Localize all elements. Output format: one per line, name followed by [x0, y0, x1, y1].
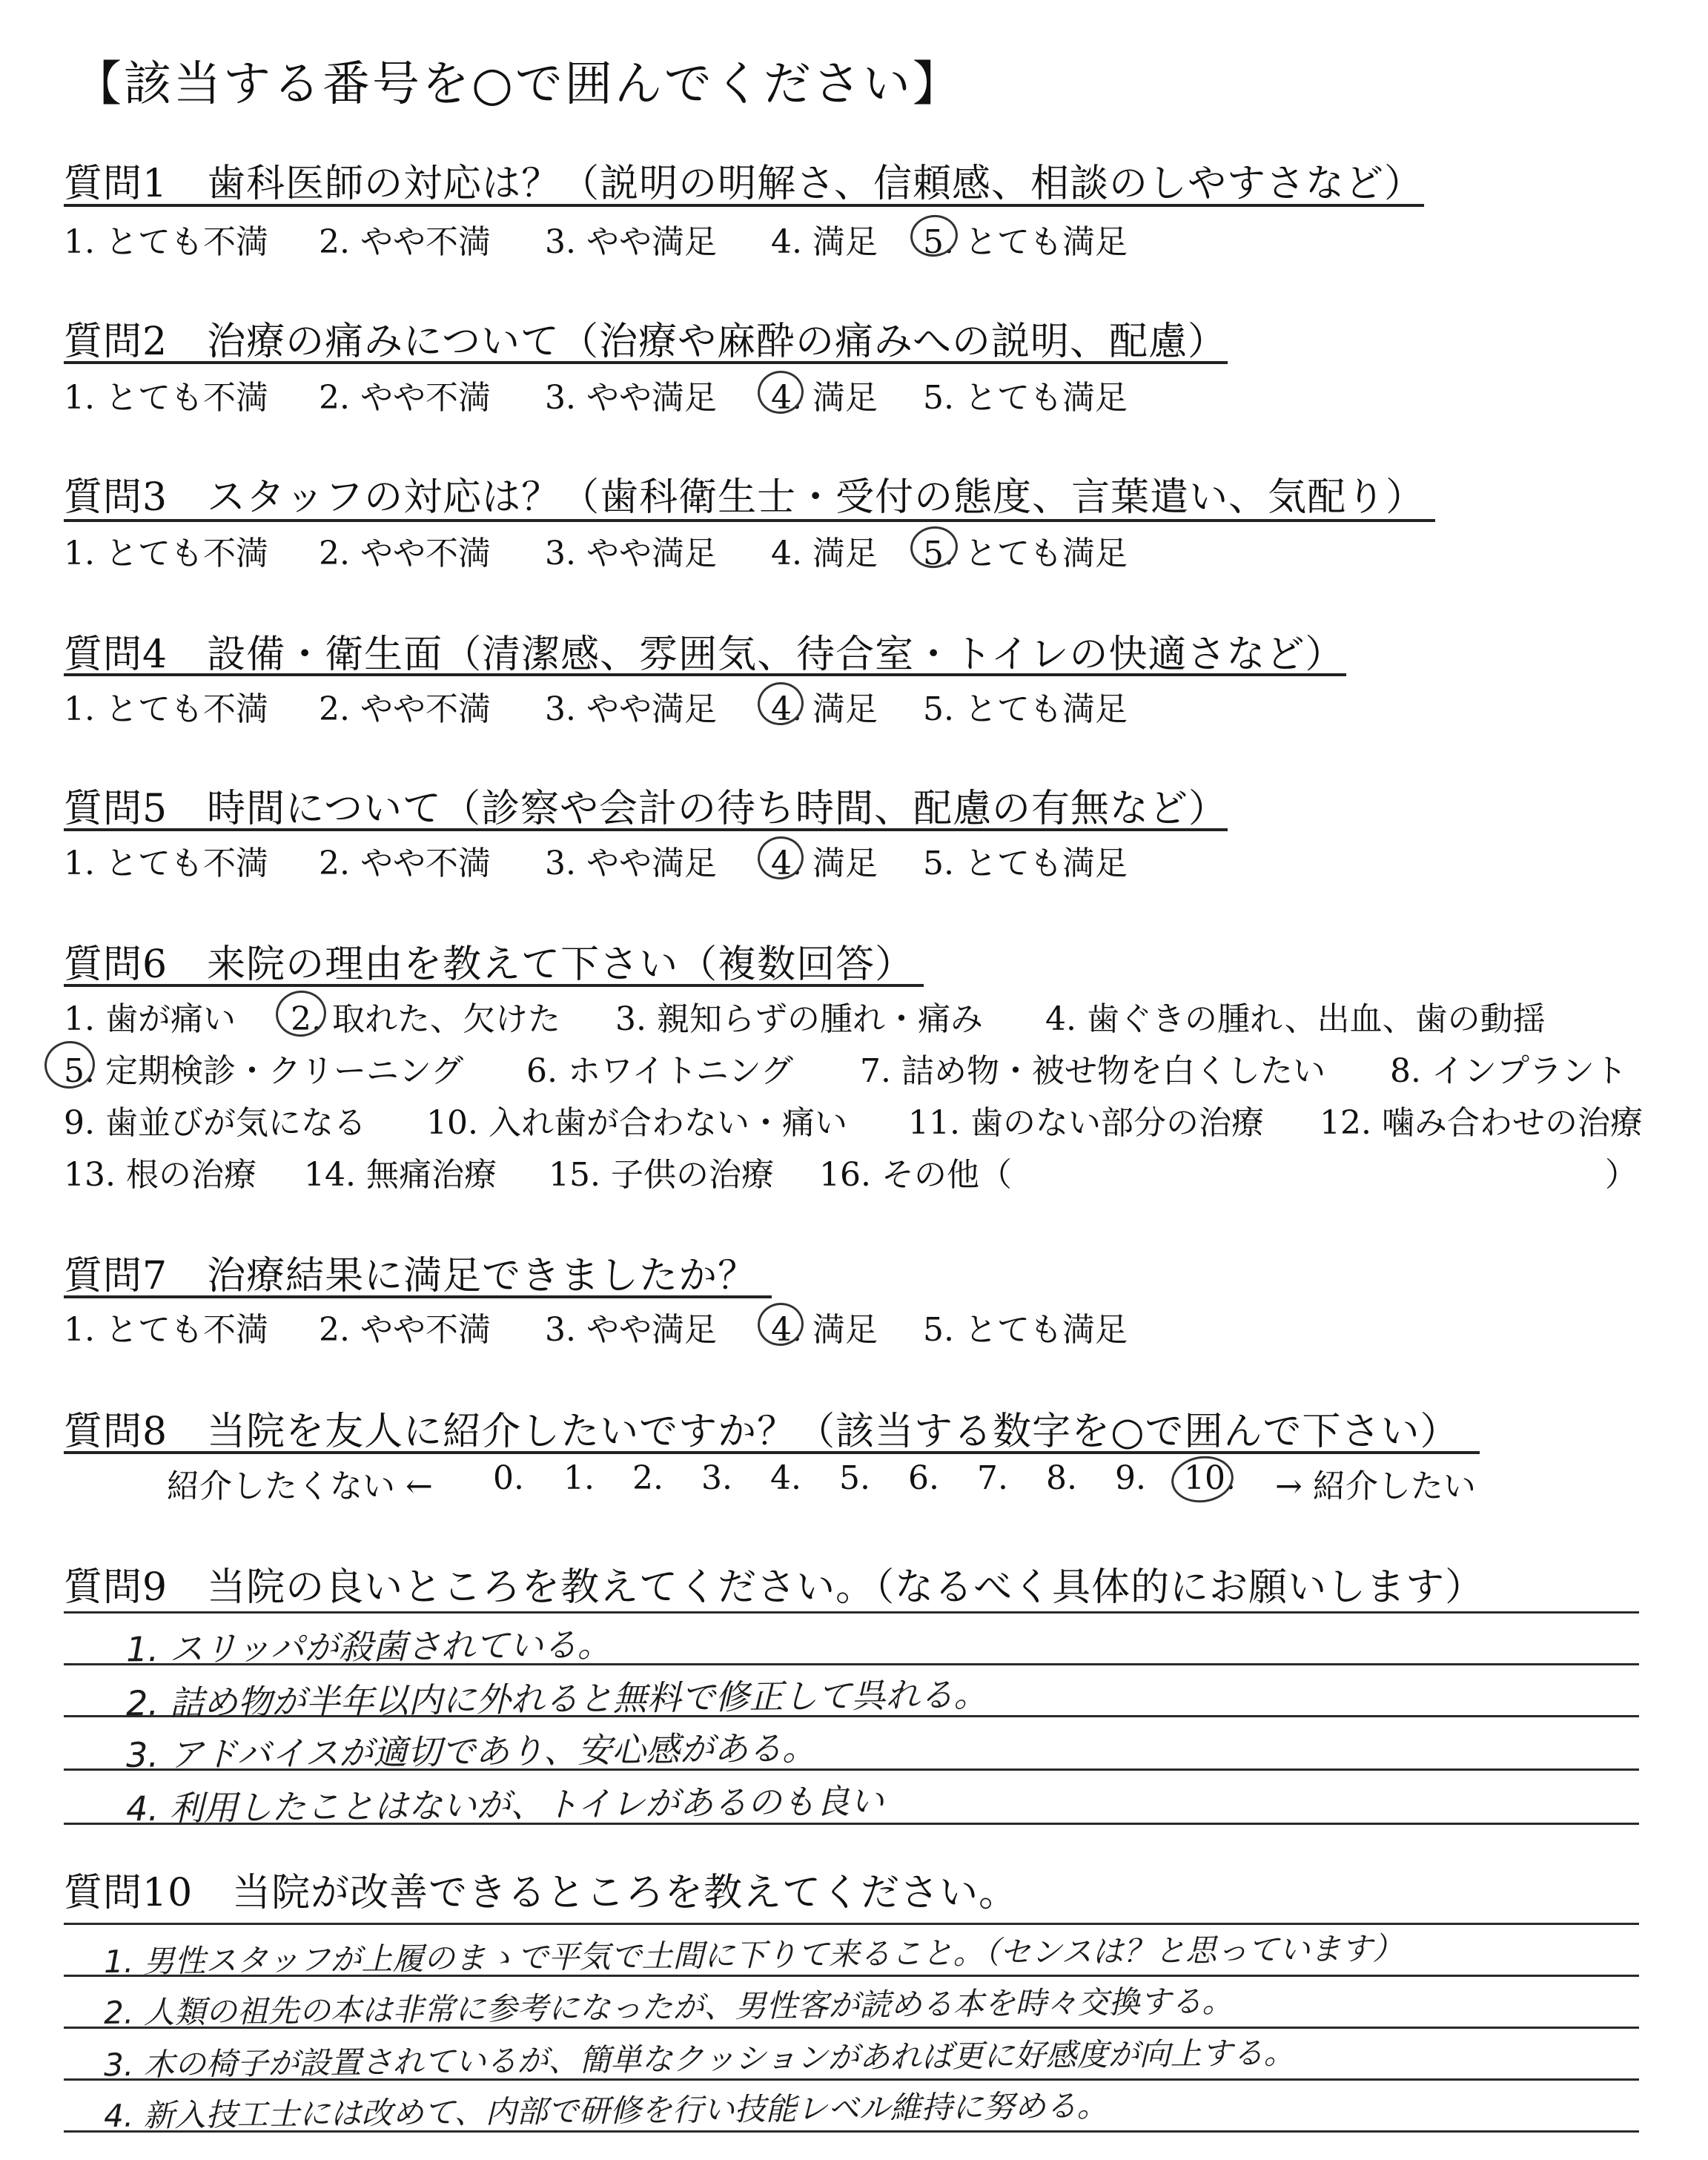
q3-option-4[interactable]: 4. 満足 — [771, 535, 878, 572]
q10-answer-4: 4. 新入技工士には改めて、内部で研修を行い技能レベル維持に努める。 — [103, 2087, 1108, 2135]
q6-option-15[interactable]: 15. 子供の治療 — [549, 1156, 774, 1194]
q6-other-close-paren: ） — [1605, 1156, 1638, 1194]
q5-option-3[interactable]: 3. やや満足 — [545, 845, 717, 882]
q6-option-11[interactable]: 11. 歯のない部分の治療 — [908, 1104, 1264, 1142]
q6-option-6[interactable]: 6. ホワイトニング — [526, 1052, 794, 1090]
q6-option-12[interactable]: 12. 噛み合わせの治療 — [1320, 1104, 1643, 1142]
q8-option-9[interactable]: 9. — [1115, 1459, 1146, 1497]
q1-option-5[interactable]: 5. とても満足 — [923, 223, 1128, 261]
q2-option-3[interactable]: 3. やや満足 — [545, 379, 717, 417]
q1-option-4[interactable]: 4. 満足 — [771, 223, 878, 261]
q7-option-4[interactable]: 4. 満足 — [771, 1311, 878, 1349]
q2-option-5[interactable]: 5. とても満足 — [923, 379, 1128, 417]
q9-answer-4: 4. 利用したことはないが、トイレがあるのも良い — [125, 1780, 884, 1829]
question-8-underline — [64, 1451, 1480, 1454]
question-2-underline — [64, 361, 1228, 364]
q8-option-7[interactable]: 7. — [977, 1459, 1008, 1497]
q8-option-4[interactable]: 4. — [770, 1459, 801, 1497]
question-3-title: 質問3 スタッフの対応は？（歯科衛生士・受付の態度、言葉遣い、気配り） — [64, 475, 1426, 520]
q8-option-2[interactable]: 2. — [632, 1459, 663, 1497]
q7-option-5[interactable]: 5. とても満足 — [923, 1311, 1128, 1349]
q6-option-5[interactable]: 5. 定期検診・クリーニング — [64, 1052, 464, 1090]
q4-option-2[interactable]: 2. やや不満 — [319, 690, 491, 728]
q9-answer-2: 2. 詰め物が半年以内に外れると無料で修正して呉れる。 — [125, 1674, 988, 1724]
q2-option-1[interactable]: 1. とても不満 — [64, 379, 268, 417]
q4-option-1[interactable]: 1. とても不満 — [64, 690, 268, 728]
q8-left-label: 紹介したくない ← — [167, 1467, 433, 1505]
q6-option-3[interactable]: 3. 親知らずの腫れ・痛み — [615, 1000, 983, 1038]
q5-option-5[interactable]: 5. とても満足 — [923, 845, 1128, 882]
question-4-underline — [64, 673, 1346, 676]
question-9-title: 質問9 当院の良いところを教えてください。（なるべく具体的にお願いします） — [64, 1565, 1485, 1610]
form-heading: 【該当する番号を○で囲んでください】 — [74, 57, 962, 112]
q7-option-1[interactable]: 1. とても不満 — [64, 1311, 268, 1349]
q2-option-4[interactable]: 4. 満足 — [771, 379, 878, 417]
q6-option-14[interactable]: 14. 無痛治療 — [304, 1156, 497, 1194]
q8-option-8[interactable]: 8. — [1046, 1459, 1077, 1497]
q6-option-8[interactable]: 8. インプラント — [1390, 1052, 1627, 1090]
q6-option-13[interactable]: 13. 根の治療 — [64, 1156, 256, 1194]
question-1-title: 質問1 歯科医師の対応は？（説明の明解さ、信頼感、相談のしやすさなど） — [64, 162, 1424, 206]
q5-option-2[interactable]: 2. やや不満 — [319, 845, 491, 882]
question-4-title: 質問4 設備・衛生面（清潔感、雰囲気、待合室・トイレの快適さなど） — [64, 633, 1345, 677]
q6-option-9[interactable]: 9. 歯並びが気になる — [64, 1104, 366, 1142]
q10-answer-3: 3. 木の椅子が設置されているが、簡単なクッションがあれば更に好感度が向上する。 — [103, 2034, 1295, 2084]
q8-option-5[interactable]: 5. — [839, 1459, 870, 1497]
q9-answer-3: 3. アドバイスが適切であり、安心感がある。 — [125, 1728, 817, 1775]
question-2-title: 質問2 治療の痛みについて（治療や麻酔の痛みへの説明、配慮） — [64, 320, 1228, 364]
q1-option-1[interactable]: 1. とても不満 — [64, 223, 268, 261]
question-10-title: 質問10 当院が改善できるところを教えてください。 — [64, 1871, 1019, 1915]
q7-option-2[interactable]: 2. やや不満 — [319, 1311, 491, 1349]
q3-option-5[interactable]: 5. とても満足 — [923, 535, 1128, 572]
question-7-title: 質問7 治療結果に満足できましたか？ — [64, 1254, 758, 1298]
q10-answer-2: 2. 人類の祖先の本は非常に参考になったが、男性客が読める本を時々交換する。 — [103, 1983, 1234, 2031]
q3-option-3[interactable]: 3. やや満足 — [545, 535, 717, 572]
q8-option-1[interactable]: 1. — [563, 1459, 595, 1497]
q8-option-3[interactable]: 3. — [701, 1459, 732, 1497]
q7-option-3[interactable]: 3. やや満足 — [545, 1311, 717, 1349]
question-5-underline — [64, 828, 1228, 831]
q6-option-10[interactable]: 10. 入れ歯が合わない・痛い — [426, 1104, 847, 1142]
q4-option-3[interactable]: 3. やや満足 — [545, 690, 717, 728]
q4-option-4[interactable]: 4. 満足 — [771, 690, 878, 728]
q5-option-4[interactable]: 4. 満足 — [771, 845, 878, 882]
q10-answer-1: 1. 男性スタッフが上履のまゝで平気で土間に下りて来ること。（センスは？と思っています） — [103, 1929, 1404, 1981]
question-3-underline — [64, 519, 1435, 522]
q1-option-3[interactable]: 3. やや満足 — [545, 223, 717, 261]
q3-option-1[interactable]: 1. とても不満 — [64, 535, 268, 572]
q9-answer-1: 1. スリッパが殺菌されている。 — [125, 1624, 612, 1670]
q3-option-2[interactable]: 2. やや不満 — [319, 535, 491, 572]
q4-option-5[interactable]: 5. とても満足 — [923, 690, 1128, 728]
q6-option-4[interactable]: 4. 歯ぐきの腫れ、出血、歯の動揺 — [1045, 1000, 1546, 1038]
question-6-title: 質問6 来院の理由を教えて下さい（複数回答） — [64, 942, 915, 987]
q8-right-label: → 紹介したい — [1275, 1467, 1476, 1505]
q9-writing-line-1 — [64, 1611, 1639, 1614]
q8-option-0[interactable]: 0. — [493, 1459, 524, 1497]
question-1-underline — [64, 204, 1424, 207]
q6-option-2[interactable]: 2. 取れた、欠けた — [291, 1000, 560, 1038]
q6-option-7[interactable]: 7. 詰め物・被せ物を白くしたい — [860, 1052, 1325, 1090]
q1-option-2[interactable]: 2. やや不満 — [319, 223, 491, 261]
q8-option-6[interactable]: 6. — [908, 1459, 939, 1497]
question-8-title: 質問8 当院を友人に紹介したいですか？（該当する数字を○で囲んで下さい） — [64, 1410, 1460, 1454]
q6-option-16[interactable]: 16. その他（ — [819, 1156, 1012, 1194]
question-7-underline — [64, 1295, 772, 1298]
question-5-title: 質問5 時間について（診察や会計の待ち時間、配慮の有無など） — [64, 787, 1228, 831]
q2-option-2[interactable]: 2. やや不満 — [319, 379, 491, 417]
q8-option-10[interactable]: 10. — [1184, 1459, 1236, 1497]
question-6-underline — [64, 984, 924, 987]
q6-option-1[interactable]: 1. 歯が痛い — [64, 1000, 236, 1038]
q5-option-1[interactable]: 1. とても不満 — [64, 845, 268, 882]
